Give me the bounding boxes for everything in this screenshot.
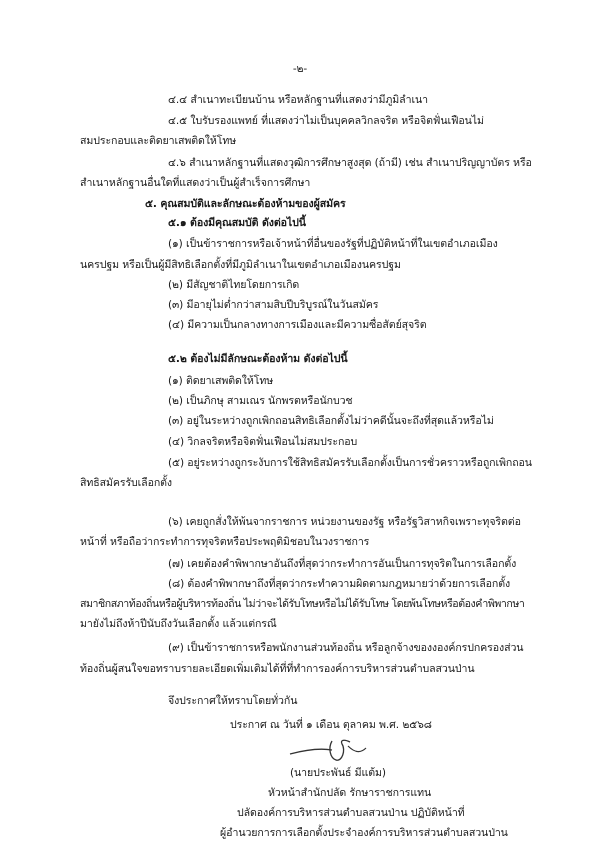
qualification-3: (๓) มีอายุไม่ต่ำกว่าสามสิบปีบริบูรณ์ในวันสมัคร — [168, 299, 379, 311]
qualification-2: (๒) มีสัญชาติไทยโดยการเกิด — [168, 279, 300, 291]
subsection-5-2-heading: ๕.๒ ต้องไม่มีลักษณะต้องห้าม ดังต่อไปนี้ — [168, 353, 348, 365]
prohibition-7: (๗) เคยต้องคำพิพากษาอันถึงที่สุดว่ากระทำการอันเป็นการทุจริตในการเลือกตั้ง — [168, 558, 517, 570]
prohibition-2: (๒) เป็นภิกษุ สามเณร นักพรตหรือนักบวช — [168, 395, 353, 407]
prohibition-5-cont: สิทธิสมัครรับเลือกตั้ง — [80, 477, 172, 489]
subsection-5-1-heading: ๕.๑ ต้องมีคุณสมบัติ ดังต่อไปนี้ — [168, 217, 306, 229]
date-line: ประกาศ ณ วันที่ ๑ เดือน ตุลาคม พ.ศ. ๒๕๖๘ — [230, 719, 432, 731]
item-4-6-cont: สำเนาหลักฐานอื่นใดที่แสดงว่าเป็นผู้สำเร็จการศึกษา — [80, 177, 311, 189]
prohibition-9: (๙) เป็นข้าราชการหรือพนักงานส่วนท้องถิ่น หรือลูกจ้างของงองค์กรปกครองส่วน — [168, 642, 524, 654]
item-4-5: ๔.๕ ใบรับรองแพทย์ ที่แสดงว่าไม่เป็นบุคคลวิกลจริต หรือจิตฟั่นเฟือนไม่ — [168, 115, 484, 127]
item-4-5-cont: สมประกอบและติดยาเสพติดให้โทษ — [80, 135, 237, 147]
section-5-heading: ๕. คุณสมบัติและลักษณะต้องห้ามของผู้สมัคร — [145, 198, 346, 210]
item-4-6: ๔.๖ สำเนาหลักฐานที่แสดงวุฒิการศึกษาสูงสุด (ถ้ามี) เช่น สำเนาปริญญาบัตร หรือ — [168, 157, 532, 169]
prohibition-8: (๘) ต้องคำพิพากษาถึงที่สุดว่ากระทำความผิดตามกฎหมายว่าด้วยการเลือกตั้ง — [168, 578, 511, 590]
prohibition-1: (๑) ติดยาเสพติดให้โทษ — [168, 375, 274, 387]
qualification-1: (๑) เป็นข้าราชการหรือเจ้าหน้าที่อื่นของรัฐที่ปฏิบัติหน้าที่ในเขตอำเภอเมือง — [168, 238, 498, 250]
prohibition-6-cont: หน้าที่ หรือถือว่ากระทำการทุจริตหรือประพฤติมิชอบในวงราชการ — [80, 536, 370, 548]
prohibition-6: (๖) เคยถูกสั่งให้พ้นจากราชการ หน่วยงานของรัฐ หรือรัฐวิสาหกิจเพราะทุจริตต่อ — [168, 516, 521, 528]
announcement: จึงประกาศให้ทราบโดยทั่วกัน — [168, 695, 298, 707]
prohibition-3: (๓) อยู่ในระหว่างถูกเพิกถอนสิทธิเลือกตั้งไม่ว่าคดีนั้นจะถึงที่สุดแล้วหรือไม่ — [168, 415, 494, 427]
prohibition-8-cont2: มายังไม่ถึงห้าปีนับถึงวันเลือกตั้ง แล้วแต่กรณี — [80, 618, 277, 630]
prohibition-8-cont: สมาชิกสภาท้องถิ่นหรือผู้บริหารท้องถิ่น ไม่ว่าจะได้รับโทษหรือไม่ได้รับโทษ โดยพ้นโทษหรือต้องคำพิพากษา — [80, 598, 525, 610]
prohibition-4: (๔) วิกลจริตหรือจิตฟั่นเฟือนไม่สมประกอบ — [168, 436, 358, 448]
signer-name: (นายประพันธ์ มีแต้ม) — [290, 767, 386, 779]
signer-title-2: ปลัดองค์การบริหารส่วนตำบลสวนป่าน ปฏิบัติหน้าที่ — [237, 807, 465, 819]
item-4-4: ๔.๔ สำเนาทะเบียนบ้าน หรือหลักฐานที่แสดงว่ามีภูมิลำเนา — [168, 94, 429, 106]
prohibition-5: (๕) อยู่ระหว่างถูกระงับการใช้สิทธิสมัครรับเลือกตั้งเป็นการชั่วคราวหรือถูกเพิกถอน — [168, 457, 532, 469]
signer-title-1: หัวหน้าสำนักปลัด รักษาราชการแทน — [268, 787, 432, 799]
qualification-1-cont: นครปฐม หรือเป็นผู้มีสิทธิเลือกตั้งที่มีภูมิลำเนาในเขตอำเภอเมืองนครปฐม — [80, 259, 401, 271]
qualification-4: (๔) มีความเป็นกลางทางการเมืองและมีความซื่อสัตย์สุจริต — [168, 319, 427, 331]
signature-image — [270, 736, 390, 766]
page-number: -๒- — [292, 63, 308, 75]
prohibition-9-cont: ท้องถิ่นผู้สนใจขอทราบรายละเอียดเพิ่มเติมได้ที่ที่ทำการองค์การบริหารส่วนตำบลสวนป่าน — [80, 663, 475, 675]
signer-title-3: ผู้อำนวยการการเลือกตั้งประจำองค์การบริหารส่วนตำบลสวนป่าน — [220, 827, 508, 839]
